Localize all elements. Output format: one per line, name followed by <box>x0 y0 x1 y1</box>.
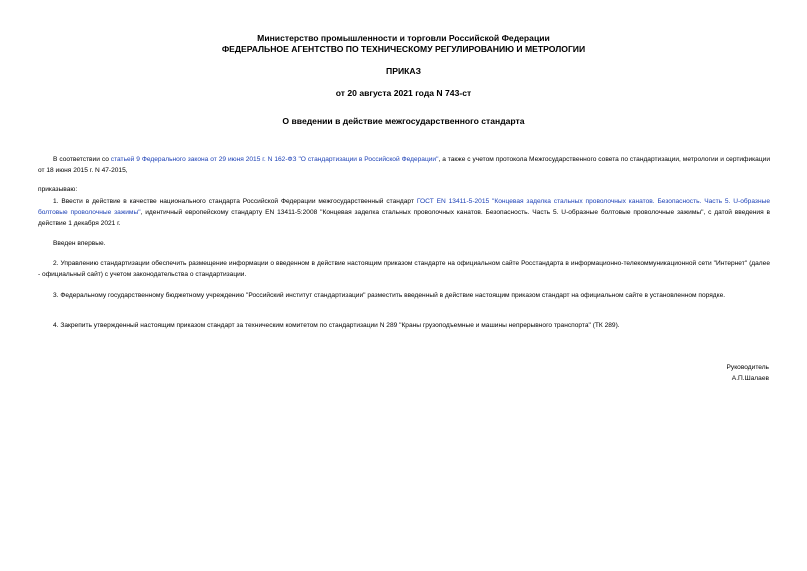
order-subject: О введении в действие межгосударственного стандарта <box>282 116 525 126</box>
order-date-number: от 20 августа 2021 года N 743-ст <box>335 88 472 98</box>
item-1-prefix: 1. Ввести в действие в качестве национального стандарта Российской Федерации межгосударственный стандарт <box>53 198 417 205</box>
signature-name: А.П.Шалаев <box>731 375 769 382</box>
intro-paragraph <box>38 154 770 176</box>
first-introduced-note: Введен впервые. <box>53 240 106 247</box>
item-1-suffix: , идентичный европейскому стандарту EN 13411-5:2008 "Концевая заделка стальных проволочных канатов. Безопасность. Часть 5. U-образные болтовые проволочные зажимы", с датой введения в действие 1 декабря 2021 г. <box>38 209 771 227</box>
ministry-heading: Министерство промышленности и торговли Российской Федерации <box>257 33 550 43</box>
order-title: ПРИКАЗ <box>386 66 421 76</box>
agency-heading: ФЕДЕРАЛЬНОЕ АГЕНТСТВО ПО ТЕХНИЧЕСКОМУ РЕГУЛИРОВАНИЮ И МЕТРОЛОГИИ <box>221 44 586 54</box>
federal-law-link[interactable]: статьей 9 Федерального закона от 29 июня 2015 г. N 162-ФЗ "О стандартизации в Российской Федерации" <box>110 156 439 163</box>
item-4-paragraph: 4. Закрепить утвержденный настоящим приказом стандарт за техническим комитетом по стандартизации N 289 "Краны грузоподъемные и машины непрерывного транспорта" (ТК 289). <box>53 322 620 329</box>
orders-label: приказываю: <box>38 186 78 193</box>
intro-prefix: В соответствии со <box>53 156 111 163</box>
signature-title: Руководитель <box>726 364 769 371</box>
item-1-paragraph <box>38 196 770 229</box>
intro-suffix: , а также с учетом протокола Межгосударственного совета по стандартизации, метрологии и сертификации от 18 июня 2015 г. N 47-2015, <box>38 156 770 174</box>
item-3-paragraph: 3. Федеральному государственному бюджетному учреждению "Российский институт стандартизации" разместить введенный в действие настоящим приказом стандарт на официальном сайте в установленном порядке. <box>53 292 726 299</box>
item-2-paragraph: 2. Управлению стандартизации обеспечить размещение информации о введенном в действие настоящим приказом стандарте на официальном сайте Росстандарта в информационно-телекоммуникационной сети "Интернет" (далее - официальный сайт) с учетом законодательства о стандартизации. <box>38 260 770 278</box>
gost-standard-link[interactable]: ГОСТ EN 13411-5-2015 "Концевая заделка стальных проволочных канатов. Безопасность. Часть 5. U-образные болтовые проволочные зажимы" <box>38 198 770 216</box>
